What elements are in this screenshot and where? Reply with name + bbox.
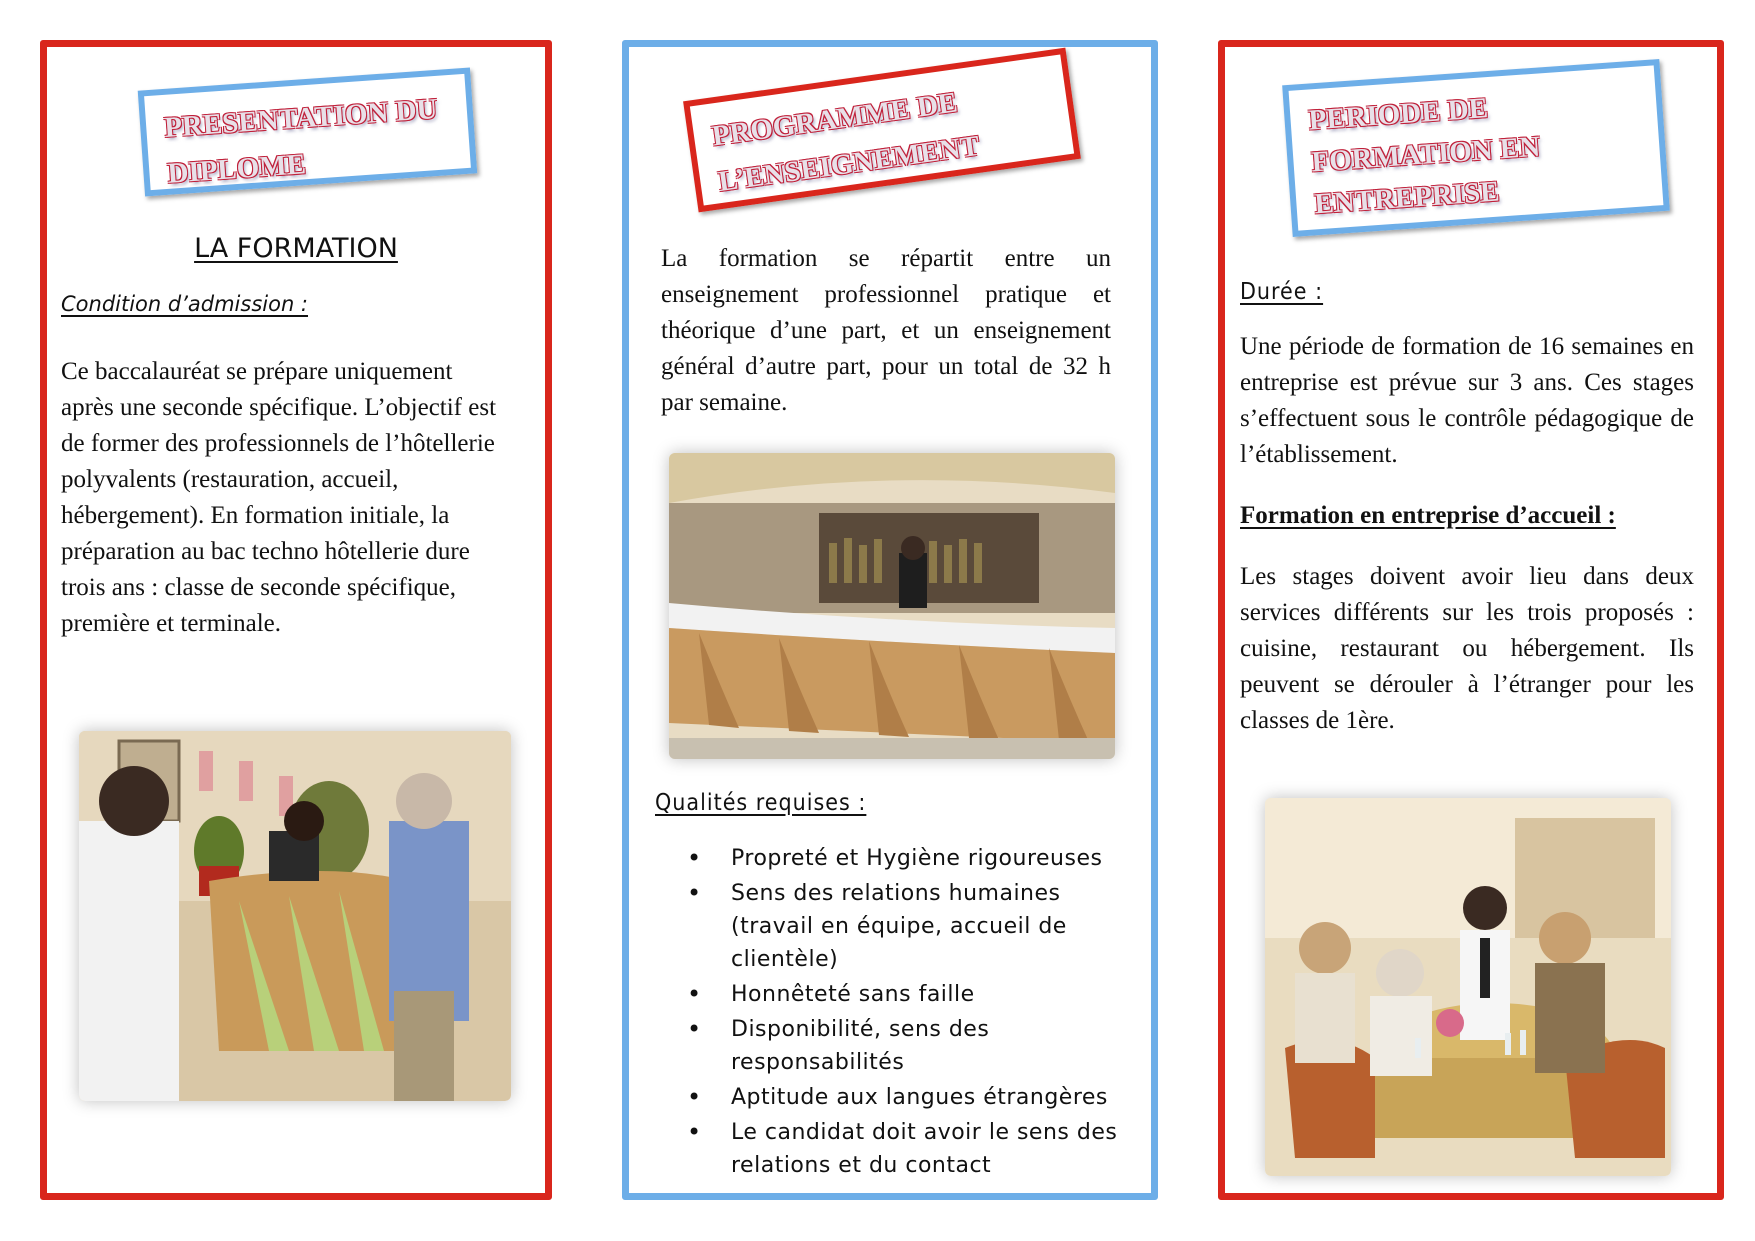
paragraph-accueil: Les stages doivent avoir lieu dans deux services différents sur les trois proposés : cuisine, restaurant ou hébergement. Ils peuvent se dérouler à l’étranger pour les classes de 1ère. [1240, 563, 1694, 734]
paragraph-admission: Ce baccalauréat se prépare uniquement après une seconde spécifique. L’objectif est de former des professionnels de l’hôtellerie polyvalents (restauration, accueil, hébergement). En formation initiale, la préparation au bac techno hôtellerie dure trois ans : classe de seconde spécifique, première et terminale. [61, 358, 497, 637]
paragraph-duree: Une période de formation de 16 semaines en entreprise est prévue sur 3 ans. Ces stages s’effectuent sous le contrôle pédagogique de l’établissement. [1240, 333, 1694, 468]
list-item: • Disponibilité, sens des responsabilités [657, 1013, 1127, 1079]
restaurant-dining-photo [1265, 798, 1671, 1176]
hotel-reception-photo [79, 731, 511, 1101]
list-item: • Le candidat doit avoir le sens des relations et du contact [657, 1116, 1127, 1182]
heading-qualites-requises: Qualités requises : [655, 790, 867, 816]
title-presentation-du-diplome: PRESENTATION DU DIPLOME [138, 68, 478, 197]
panel-programme [622, 40, 1158, 1200]
panel-presentation [40, 40, 552, 1200]
list-item: • Sens des relations humaines (travail en équipe, accueil de clientèle) [657, 877, 1127, 976]
list-item: • Honnêteté sans faille [657, 978, 1127, 1011]
list-item: • Aptitude aux langues étrangères [657, 1081, 1127, 1114]
heading-condition-admission: Condition d’admission : [61, 292, 309, 316]
panel-periode-formation [1218, 40, 1724, 1200]
title-programme-enseignement: PROGRAMME DE L’ENSEIGNEMENT [683, 48, 1081, 213]
bar-counter-photo [669, 453, 1115, 759]
list-item: • Propreté et Hygiène rigoureuses [657, 842, 1127, 875]
title-periode-formation-entreprise: PERIODE DE FORMATION EN ENTREPRISE [1282, 59, 1670, 237]
heading-formation-entreprise-accueil: Formation en entreprise d’accueil : [1240, 502, 1616, 529]
heading-duree: Durée : [1240, 279, 1324, 305]
heading-la-formation: LA FORMATION [194, 233, 398, 264]
paragraph-programme: La formation se répartit entre un enseignement professionnel pratique et théorique d’une part, et un enseignement général d’autre part, pour un total de 32 h par semaine. [661, 245, 1111, 416]
qualites-list [657, 842, 1127, 1184]
